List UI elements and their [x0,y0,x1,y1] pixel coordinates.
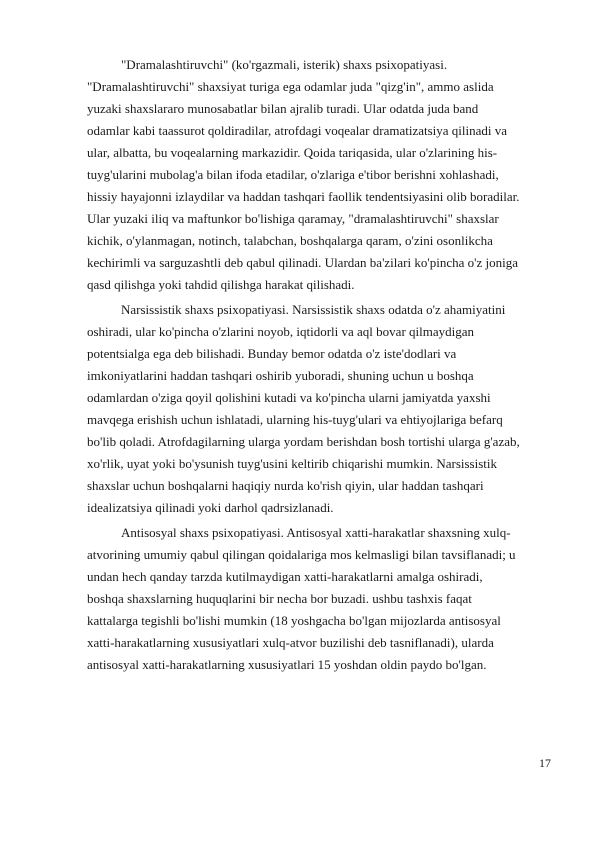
paragraph-1-line-11: qasd qilishga yoki tahdid qilishga harakat qilishadi. [87,277,355,292]
paragraph-1-line-1: "Dramalashtiruvchi" (ko'rgazmali, isterik) shaxs psixopatiyasi. [121,57,448,72]
paragraph-1-line-4: odamlar kabi taassurot qoldiradilar, atrofdagi voqealar dramatizatsiya qilinadi va [87,123,508,138]
paragraph-1-line-2: "Dramalashtiruvchi" shaxsiyat turiga ega odamlar juda "qizg'in", ammo aslida [87,79,494,94]
paragraph-3-line-4: boshqa shaxslarning huquqlarini bir necha bor buzadi. ushbu tashxis faqat [87,591,472,606]
paragraph-2-line-10: idealizatsiya qilinadi yoki darhol qadrsizlanadi. [87,500,334,515]
paragraph-3-line-5: kattalarga tegishli bo'lishi mumkin (18 yoshgacha bo'lgan mijozlarda antisosyal [87,613,501,628]
paragraph-3-line-2: atvorining umumiy qabul qilingan qoidalariga mos kelmasligi bilan tavsiflanadi; u [87,547,516,562]
paragraph-3-line-3: undan hech qanday tarzda kutilmaydigan xatti-harakatlarni amalga oshiradi, [87,569,483,584]
page-number: 17 [539,756,551,770]
paragraph-1-line-9: kichik, o'ylanmagan, notinch, talabchan, boshqalarga qaram, o'zini osonlikcha [87,233,493,248]
paragraph-1-line-6: tuyg'ularini mubolag'a bilan ifoda etadilar, o'zlariga e'tibor berishni xohlashadi, [87,167,499,182]
paragraph-2-line-6: mavqega erishish uchun ishlatadi, ularning his-tuyg'ulari va ehtiyojlariga befarq [87,412,503,427]
paragraph-1-line-8: Ular yuzaki iliq va maftunkor bo'lishiga qaramay, "dramalashtiruvchi" shaxslar [87,211,499,226]
paragraph-2-line-9: shaxslar uchun boshqalarni haqiqiy nurda ko'rish qiyin, ular haddan tashqari [87,478,484,493]
paragraph-1-line-10: kechirimli va sarguzashtli deb qabul qilinadi. Ulardan ba'zilari ko'pincha o'z joniga [87,255,518,270]
paragraph-2-line-2: oshiradi, ular ko'pincha o'zlarini noyob, iqtidorli va aql bovar qilmaydigan [87,324,475,339]
paragraph-3-line-6: xatti-harakatlarning xususiyatlari xulq-atvor buzilishi deb tasniflanadi), ularda [87,635,494,650]
paragraph-2-line-5: odamlardan o'ziga qoyil qolishini kutadi va ko'pincha ularni jamiyatda yaxshi [87,390,491,405]
paragraph-3-line-7: antisosyal xatti-harakatlarning xususiyatlari 15 yoshdan oldin paydo bo'lgan. [87,657,487,672]
paragraph-1-line-7: hissiy hayajonni izlaydilar va haddan tashqari faollik tendentsiyasini olib boradilar. [87,189,520,204]
paragraph-2-line-4: imkoniyatlarini haddan tashqari oshirib yuboradi, shuning uchun u boshqa [87,368,474,383]
paragraph-2-line-1: Narsissistik shaxs psixopatiyasi. Narsissistik shaxs odatda o'z ahamiyatini [121,302,506,317]
paragraph-2-line-3: potentsialga ega deb bilishadi. Bunday bemor odatda o'z iste'dodlari va [87,346,457,361]
paragraph-3-line-1: Antisosyal shaxs psixopatiyasi. Antisosyal xatti-harakatlar shaxsning xulq- [121,525,511,540]
paragraph-2-line-8: xo'rlik, uyat yoki bo'ysunish tuyg'usini keltirib chiqarishi mumkin. Narsissistik [87,456,498,471]
paragraph-1-line-5: ular, albatta, bu voqealarning markazidir. Qoida tariqasida, ular o'zlarining his- [87,145,498,160]
paragraph-2-line-7: bo'lib qoladi. Atrofdagilarning ularga yordam berishdan bosh tortishi ularga g'azab, [87,434,520,449]
paragraph-1-line-3: yuzaki shaxslararo munosabatlar bilan ajralib turadi. Ular odatda juda band [87,101,479,116]
